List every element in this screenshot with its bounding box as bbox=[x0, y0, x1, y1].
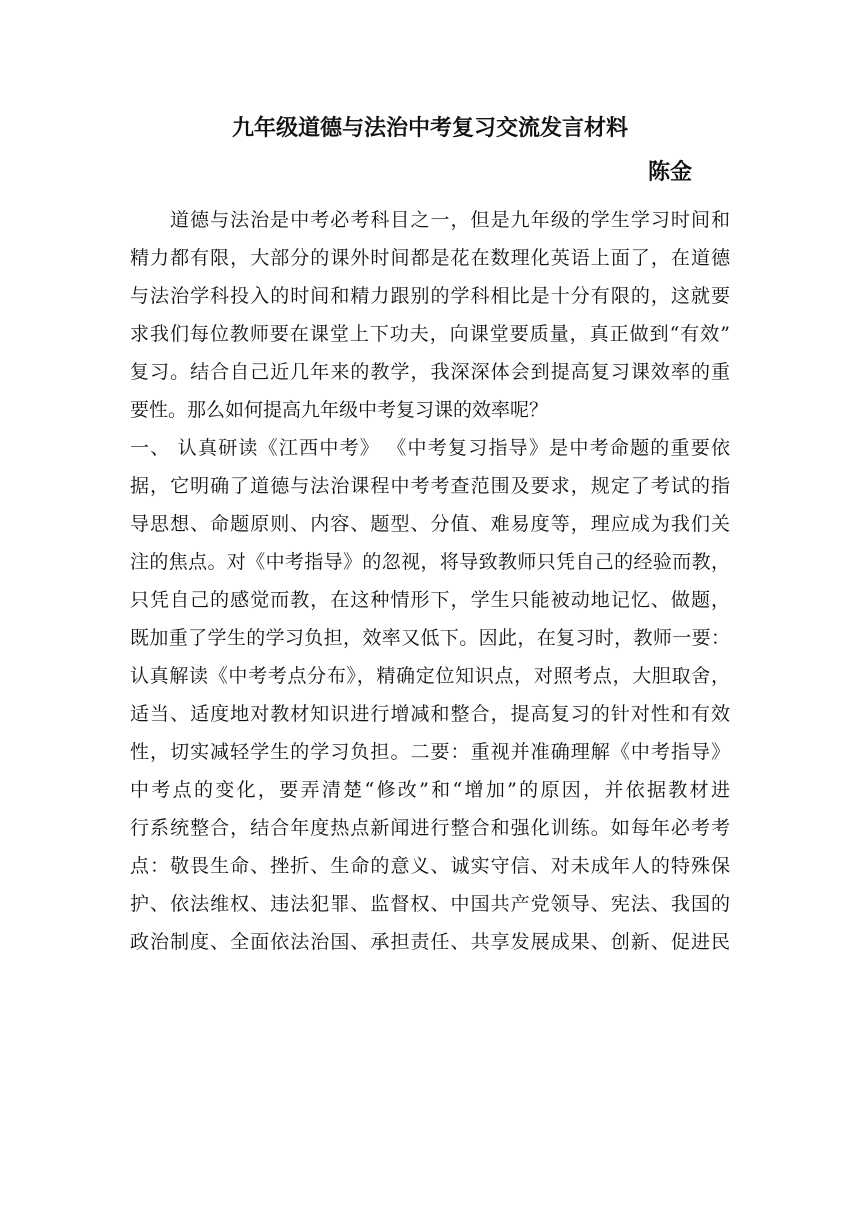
paragraph-line: 精力都有限，大部分的课外时间都是花在数理化英语上面了，在道德 bbox=[130, 247, 730, 269]
document-body bbox=[130, 201, 730, 961]
paragraph-line: 既加重了学生的学习负担，效率又低下。因此，在复习时，教师一要： bbox=[130, 627, 730, 649]
paragraph-line: 与法治学科投入的时间和精力跟别的学科相比是十分有限的，这就要 bbox=[130, 285, 730, 307]
paragraph-line: 认真解读《中考考点分布》，精确定位知识点，对照考点，大胆取舍， bbox=[130, 665, 730, 687]
author-name: 陈金 bbox=[647, 160, 692, 185]
paragraph-line: 一、 认真研读《江西中考》 《中考复习指导》是中考命题的重要依 bbox=[130, 437, 730, 459]
paragraph-line: 据，它明确了道德与法治课程中考考查范围及要求，规定了考试的指 bbox=[130, 475, 730, 497]
paragraph-line: 道德与法治是中考必考科目之一，但是九年级的学生学习时间和 bbox=[170, 209, 730, 231]
paragraph-line: 复习。结合自己近几年来的教学，我深深体会到提高复习课效率的重 bbox=[130, 361, 730, 383]
paragraph-line: 性，切实减轻学生的学习负担。二要：重视并准确理解《中考指导》 bbox=[130, 741, 730, 763]
paragraph-line: 要性。那么如何提高九年级中考复习课的效率呢？ bbox=[130, 399, 549, 421]
paragraph-line: 只凭自己的感觉而教，在这种情形下，学生只能被动地记忆、做题， bbox=[130, 589, 730, 611]
document-title: 九年级道德与法治中考复习交流发言材料 bbox=[231, 116, 628, 141]
paragraph-line: 求我们每位教师要在课堂上下功夫，向课堂要质量，真正做到“有效” bbox=[130, 323, 730, 345]
paragraph-line: 政治制度、全面依法治国、承担责任、共享发展成果、创新、促进民 bbox=[130, 931, 730, 953]
paragraph-line: 适当、适度地对教材知识进行增减和整合，提高复习的针对性和有效 bbox=[130, 703, 730, 725]
paragraph-line: 注的焦点。对《中考指导》的忽视，将导致教师只凭自己的经验而教， bbox=[130, 551, 730, 573]
paragraph-line: 中考点的变化，要弄清楚“修改”和“增加”的原因，并依据教材进 bbox=[130, 779, 730, 801]
paragraph-line: 行系统整合，结合年度热点新闻进行整合和强化训练。如每年必考考 bbox=[130, 817, 730, 839]
paragraph-line: 导思想、命题原则、内容、题型、分值、难易度等，理应成为我们关 bbox=[130, 513, 730, 535]
paragraph-line: 点：敬畏生命、挫折、生命的意义、诚实守信、对未成年人的特殊保 bbox=[130, 855, 730, 877]
paragraph-line: 护、依法维权、违法犯罪、监督权、中国共产党领导、宪法、我国的 bbox=[130, 893, 730, 915]
